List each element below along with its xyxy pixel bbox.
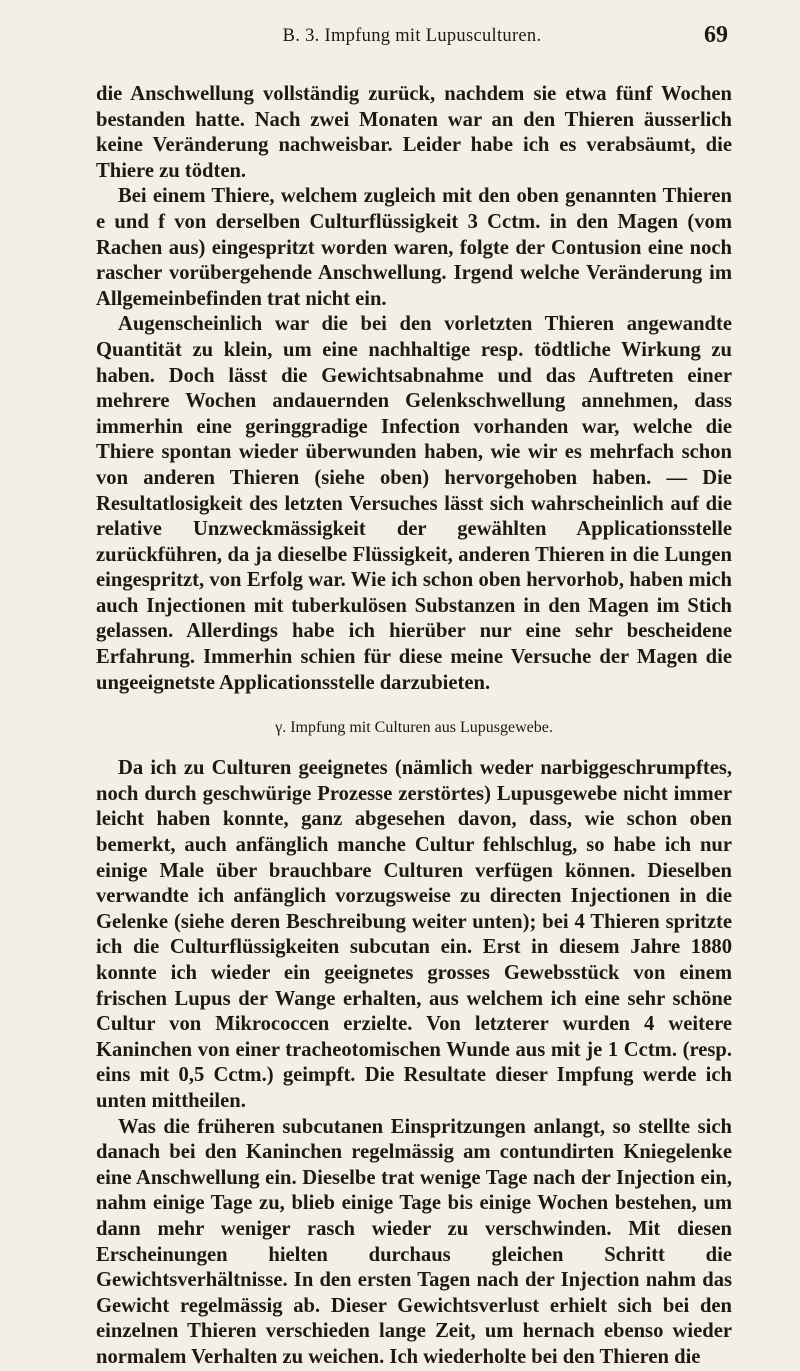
paragraph: Was die früheren subcutanen Einspritzungen anlangt, so stellte sich danach bei den Kaninchen regelmässig am contundirten Kniegelenke eine Anschwellung ein. Dieselbe trat wenige Tage nach der Injection ein, nahm einige Tage zu, blieb einige Tage bis einige Wochen bestehen, um dann mehr weniger rasch wieder zu verschwinden. Mit diesen Erscheinungen hielten durchaus gleichen Schritt die Gewichtsverhältnisse. In den ersten Tagen nach der Injection nahm das Gewicht regelmässig ab. Dieser Gewichtsverlust erhielt sich bei den einzelnen Thieren verschieden lange Zeit, um hernach ebenso wieder normalem Verhalten zu weichen. Ich wiederholte bei den Thieren die (96, 1115, 732, 1368)
running-title: B. 3. Impfung mit Lupusculturen. (282, 26, 542, 46)
page-number: 69 (704, 22, 728, 48)
paragraph: Da ich zu Culturen geeignetes (nämlich weder narbiggeschrumpftes, noch durch geschwürige Prozesse zerstörtes) Lupusgewebe nicht immer leicht haben konnte, ganz abgesehen davon, dass, wie schon oben bemerkt, auch anfänglich manche Cultur fehlschlug, so habe ich nur einige Male über brauchbare Culturen verfügen können. Dieselben verwandte ich anfänglich vorzugsweise zu directen Injectionen in die Gelenke (siehe deren Beschreibung weiter unten); bei 4 Thieren spritzte ich die Culturflüssigkeiten subcutan ein. Erst in diesem Jahre 1880 konnte ich wieder ein geeignetes grosses Gewebsstück von einem frischen Lupus der Wange erhalten, aus welchem ich eine sehr schöne Cultur von Mikrococcen erzielte. Von letzterer wurden 4 weitere Kaninchen von einer tracheotomischen Wunde aus mit je 1 Cctm. (resp. eins mit 0,5 Cctm.) geimpft. Die Resultate dieser Impfung werde ich unten mittheilen. (96, 757, 732, 1112)
body-text (96, 82, 732, 1371)
section-heading: γ. Impfung mit Culturen aus Lupusgewebe. (275, 719, 553, 737)
paragraph: Bei einem Thiere, welchem zugleich mit den oben genannten Thieren e und f von derselben Culturflüssigkeit 3 Cctm. in den Magen (vom Rachen aus) eingespritzt worden waren, folgte der Contusion eine noch rascher vorübergehende Anschwellung. Irgend welche Veränderung im Allgemeinbefinden trat nicht ein. (96, 185, 732, 310)
paragraph: Augenscheinlich war die bei den vorletzten Thieren angewandte Quantität zu klein, um eine nachhaltige resp. tödtliche Wirkung zu haben. Doch lässt die Gewichtsabnahme und das Auftreten einer mehrere Wochen andauernden Gelenkschwellung annehmen, dass immerhin eine geringgradige Infection vorhanden war, welche die Thiere spontan wieder überwunden haben, wie wir es mehrfach schon von anderen Thieren (siehe oben) hervorgehoben haben. — Die Resultatlosigkeit des letzten Versuches lässt sich wahrscheinlich auf die relative Unzweckmässigkeit der gewählten Applicationsstelle zurückführen, da ja dieselbe Flüssigkeit, anderen Thieren in die Lungen eingespritzt, von Erfolg war. Wie ich schon oben hervorhob, haben mich auch Injectionen mit tuberkulösen Substanzen in den Magen im Stich gelassen. Allerdings habe ich hierüber nur eine sehr bescheidene Erfahrung. Immerhin schien für diese meine Versuche der Magen die ungeeignetste Applicationsstelle darzubieten. (96, 313, 732, 694)
page-header (96, 22, 728, 50)
paragraph: die Anschwellung vollständig zurück, nachdem sie etwa fünf Wochen bestanden hatte. Nach zwei Monaten war an den Thieren äusserlich keine Veränderung nachweisbar. Leider habe ich es verabsäumt, die Thiere zu tödten. (96, 83, 732, 182)
